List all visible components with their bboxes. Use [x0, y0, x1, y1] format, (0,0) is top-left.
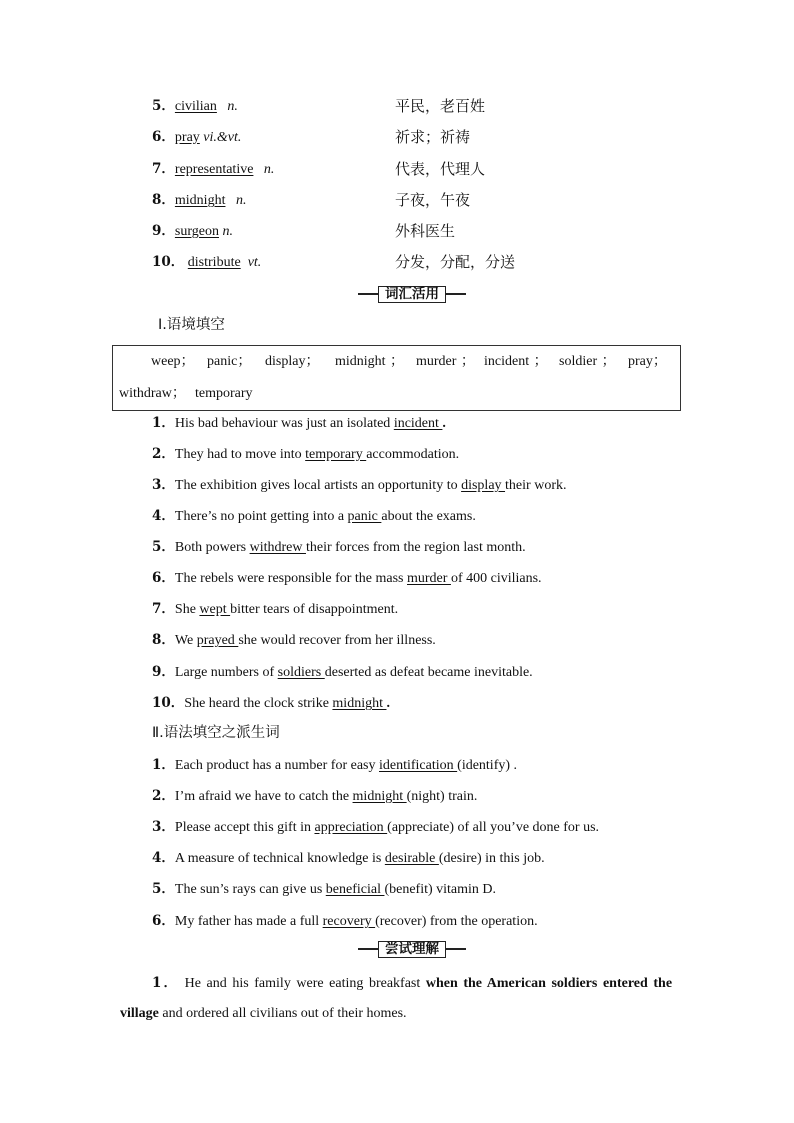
fill-sentence: 5．Both powers withdrew their forces from the region last month.: [152, 539, 526, 555]
answer: beneficial: [325, 882, 385, 897]
word-bank-item: soldier ；: [559, 354, 616, 369]
fill-sentence: 2．They had to move into temporary accommodation.: [152, 446, 460, 462]
vocab-word: distribute: [187, 255, 241, 270]
answer: wept: [199, 602, 231, 617]
answer: murder: [407, 571, 451, 586]
answer: appreciation: [314, 820, 388, 835]
banner-label: 尝试理解: [378, 941, 446, 958]
answer: desirable: [384, 851, 439, 866]
fill-sentence: 6．The rebels were responsible for the mass murder of 400 civilians.: [152, 570, 542, 586]
answer: withdrew: [249, 540, 306, 555]
highlight-clause: when the American soldiers: [425, 976, 598, 991]
fill-sentence: 7．She wept bitter tears of disappointment.: [152, 601, 399, 617]
word-bank-box: [112, 345, 681, 411]
answer: incident: [393, 416, 443, 431]
vocab-item: 9．surgeon n.: [152, 223, 233, 239]
answer: display: [461, 478, 506, 493]
word-bank-item: temporary: [195, 386, 253, 401]
answer: panic: [347, 509, 382, 524]
answer: midnight: [332, 696, 387, 711]
vocab-item: 7．representative n.: [152, 161, 275, 177]
word-bank-item: withdraw；: [119, 386, 186, 401]
banner-label: 词汇活用: [378, 286, 446, 303]
vocab-item: 10． distribute vt.: [152, 254, 262, 270]
vocab-item: 6．pray vi.&vt.: [152, 129, 242, 145]
answer: recovery: [322, 914, 376, 929]
answer: identification: [379, 758, 458, 773]
fill-sentence: 8．We prayed she would recover from her illness.: [152, 632, 436, 648]
vocab-meaning: 平民，老百姓: [395, 97, 486, 115]
vocab-meaning: 代表，代理人: [395, 160, 486, 178]
word-bank-item: incident ；: [484, 354, 548, 369]
fill-sentence: 3．The exhibition gives local artists an opportunity to display their work.: [152, 477, 567, 493]
deriv-sentence: 3．Please accept this gift in appreciation (appreciate) of all you’ve done for us.: [152, 819, 600, 835]
vocab-word: representative: [174, 162, 254, 177]
word-bank-item: midnight ；: [335, 354, 405, 369]
word-bank-item: display；: [265, 354, 320, 369]
deriv-sentence: 5．The sun’s rays can give us beneficial (benefit) vitamin D.: [152, 881, 497, 897]
section-title-context-fill: Ⅰ.语境填空: [158, 317, 225, 333]
deriv-sentence: 4．A measure of technical knowledge is desirable (desire) in this job.: [152, 850, 545, 866]
answer: soldiers: [277, 665, 325, 680]
word-bank-item: murder ；: [416, 354, 475, 369]
fill-sentence: 4．There’s no point getting into a panic about the exams.: [152, 508, 476, 524]
word-bank-item: weep；: [151, 354, 195, 369]
vocab-meaning: 子夜，午夜: [395, 191, 471, 209]
word-bank-item: pray；: [628, 354, 667, 369]
section-title-derivatives: Ⅱ.语法填空之派生词: [152, 725, 280, 741]
fill-sentence: 9．Large numbers of soldiers deserted as defeat became inevitable.: [152, 664, 533, 680]
answer: midnight: [352, 789, 407, 804]
answer: prayed: [196, 633, 239, 648]
deriv-sentence: 1．Each product has a number for easy identification (identify) .: [152, 757, 518, 773]
word-bank-line-1: [151, 350, 667, 370]
vocab-word: midnight: [174, 193, 226, 208]
vocab-item: 8．midnight n.: [152, 192, 247, 208]
deriv-sentence: 6．My father has made a full recovery (recover) from the operation.: [152, 913, 538, 929]
comprehension-paragraph: 1． He and his family were eating breakfast when the American soldiers entered the village and ordered all civilians out of their homes.: [120, 975, 673, 1021]
vocab-meaning: 外科医生: [395, 222, 456, 240]
vocab-item: 5．civilian n.: [152, 98, 238, 114]
fill-sentence: 1．His bad behaviour was just an isolated incident .: [152, 415, 446, 431]
word-bank-line-2: [119, 382, 253, 402]
section-banner-try-understand: [358, 941, 466, 957]
fill-sentence: 10．She heard the clock strike midnight .: [152, 695, 390, 711]
highlight-clause: entered the village: [120, 976, 673, 1021]
answer: temporary: [305, 447, 367, 462]
deriv-sentence: 2．I’m afraid we have to catch the midnight (night) train.: [152, 788, 478, 804]
section-banner-vocab-use: [358, 286, 466, 302]
vocab-word: pray: [174, 130, 200, 145]
vocab-word: civilian: [174, 99, 217, 114]
vocab-meaning: 祈求；祈祷: [395, 128, 471, 146]
vocab-meaning: 分发，分配，分送: [395, 253, 516, 271]
word-bank-item: panic；: [207, 354, 252, 369]
vocab-word: surgeon: [174, 224, 219, 239]
